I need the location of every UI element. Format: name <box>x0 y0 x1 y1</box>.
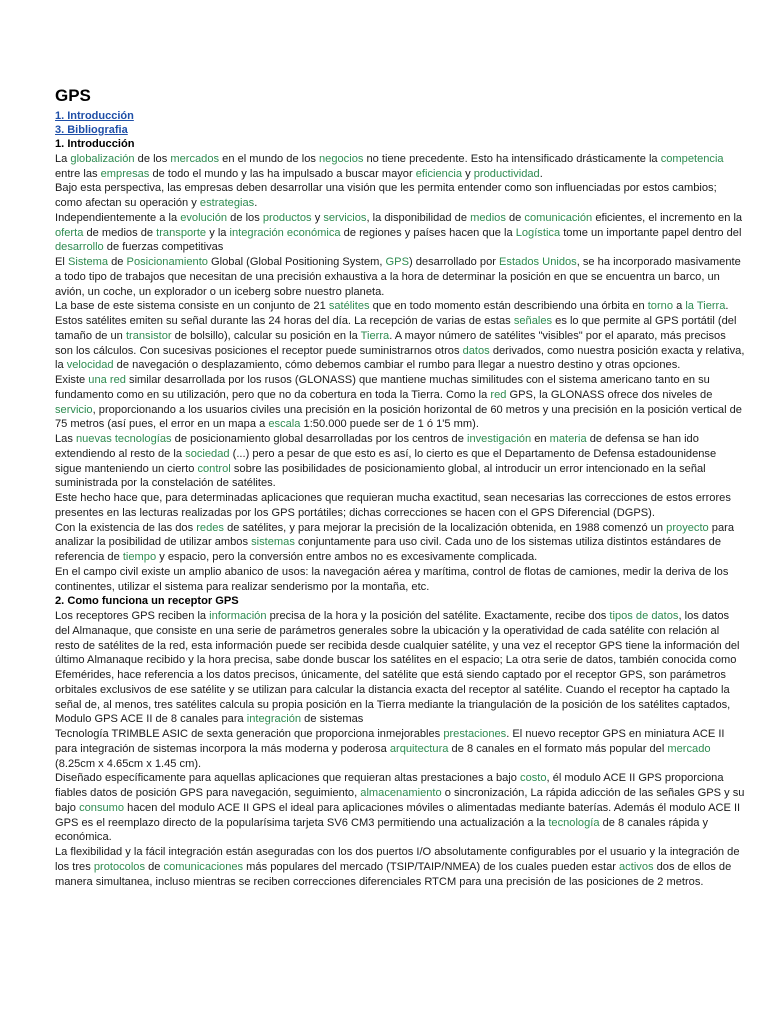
text-run: en el mundo de los <box>219 152 319 165</box>
text-run: de todo el mundo y las ha impulsado a buscar mayor <box>149 167 416 180</box>
inline-link[interactable]: oferta <box>55 226 84 239</box>
inline-link[interactable]: Estados Unidos <box>499 256 577 268</box>
text-run: y <box>311 211 324 224</box>
text-run: para analizar la posibilidad de utilizar ambos <box>55 521 735 549</box>
paragraph <box>55 255 745 299</box>
inline-link[interactable]: integración económica <box>229 226 341 239</box>
inline-link[interactable]: empresas <box>100 167 150 180</box>
inline-link[interactable]: la Tierra <box>685 300 726 313</box>
inline-link[interactable]: investigación <box>466 433 532 445</box>
inline-link[interactable]: Logística <box>515 226 561 239</box>
text-run: de los <box>134 152 171 165</box>
text-run: . Estos satélites emiten su señal durante las 24 horas del día. La recepción de varias de estas <box>55 300 729 327</box>
text-run: de bolsillo), calcular su posición en la <box>171 329 361 342</box>
text-run: de navegación o desplazamiento, cómo debemos cambiar el rumbo para llegar a nuestro destino y otras opciones. <box>113 359 681 372</box>
inline-link[interactable]: Sistema <box>67 256 109 268</box>
inline-link[interactable]: desarrollo <box>55 241 104 254</box>
text-run: hacen del modulo ACE II GPS el ideal para aplicaciones móviles o alimentadas mediante baterías. Además él modulo ACE II GPS es el reemplazo directo de la popularísima tarjeta SV6 CM3 permitiendo una actualización a la <box>55 801 741 829</box>
inline-link[interactable]: mercado <box>667 742 711 755</box>
text-run: 2. Como funciona un receptor GPS <box>55 595 239 608</box>
text-run: sobre las posibilidades de posicionamiento global, al introducir un error intencionado en la señal suministrada por la constelación de satélites. <box>55 462 706 490</box>
paragraph <box>55 491 745 521</box>
text-run: Bajo esta perspectiva, las empresas deben desarrollar una visión que les permita entender como son influenciadas por estos cambios; como afectan su operación y <box>55 182 717 209</box>
inline-link[interactable]: escala <box>268 418 301 431</box>
inline-link[interactable]: red <box>490 388 507 401</box>
text-run: La <box>55 152 71 165</box>
text-run: entre las <box>55 167 101 180</box>
inline-link[interactable]: tecnología <box>548 816 600 829</box>
inline-link[interactable]: nuevas tecnologías <box>75 433 172 445</box>
text-run: Este hecho hace que, para determinadas aplicaciones que requieran mucha exactitud, sean necesarias las correcciones de estos errores presentes en las lecturas realizadas por los GPS portátiles; dichas correcciones se hacen con el GPS Diferencial (DGPS). <box>55 492 731 519</box>
inline-link[interactable]: eficiencia <box>415 167 463 180</box>
paragraph <box>55 727 745 771</box>
text-run: Modulo GPS ACE II de 8 canales para <box>55 713 247 726</box>
text-run: eficientes, el incremento en la <box>592 211 743 224</box>
text-run: , proporcionando a los usuarios civiles una precisión en la posición horizontal de 60 metros y una precisión en la posición vertical de 75 metros (así pues, el error en un mapa a <box>55 403 742 431</box>
text-run: de <box>505 211 525 224</box>
text-run: de medios de <box>83 226 157 239</box>
page-title: GPS <box>55 86 91 105</box>
inline-link[interactable]: protocolos <box>93 860 146 873</box>
inline-link[interactable]: integración <box>246 713 302 726</box>
inline-link[interactable]: servicio <box>55 403 93 416</box>
text-run: Los receptores GPS reciben la <box>55 610 210 622</box>
inline-link[interactable]: satélites <box>328 300 370 313</box>
text-run: más populares del mercado (TSIP/TAIP/NMEA) de los cuales pueden estar <box>243 860 620 873</box>
inline-link[interactable]: negocios <box>319 152 364 165</box>
inline-link[interactable]: productos <box>262 211 312 224</box>
paragraph <box>55 181 745 211</box>
inline-link[interactable]: Tierra <box>360 329 390 342</box>
text-run: o sincronización, La rápida adicción de las señales GPS y su bajo <box>55 787 745 814</box>
text-run: similar desarrollada por los rusos (GLONASS) que mantiene muchas similitudes con el sistema americano tanto en su fundamento como en su utilización, pero que no da cobertura en toda la Tierra. Como la <box>55 374 710 401</box>
inline-link[interactable]: almacenamiento <box>360 787 442 799</box>
text-run: La flexibilidad y la fácil integración están aseguradas con los dos puertos I/O absolutamente configurables por el usuario y la integración de los tres <box>55 846 740 873</box>
inline-link[interactable]: competencia <box>660 152 724 165</box>
inline-link[interactable]: velocidad <box>66 359 114 372</box>
text-run: de 8 canales rápida y económica. <box>55 816 709 844</box>
text-run: y espacio, pero la conversión entre ambos no es excesivamente complicada. <box>156 551 538 563</box>
inline-link[interactable]: transporte <box>156 226 207 239</box>
text-run: Las <box>55 433 76 445</box>
text-run: de <box>145 860 164 873</box>
text-run: GPS, la GLONASS ofrece dos niveles de <box>506 388 713 401</box>
table-of-contents <box>55 109 745 137</box>
text-run: (8.25cm x 4.65cm x 1.45 cm). <box>55 757 202 770</box>
text-run: . A mayor número de satélites "visibles" por el aparato, más precisos son los cálculos. Con sucesivas posiciones el receptor puede suministrarnos otros <box>55 329 726 357</box>
paragraph <box>55 152 745 182</box>
paragraph <box>55 609 745 712</box>
paragraph <box>55 211 745 255</box>
section-heading <box>55 137 745 152</box>
inline-link[interactable]: activos <box>619 860 654 873</box>
toc-link-bibliografia[interactable]: 3. Bibliografia <box>55 124 128 136</box>
inline-link[interactable]: señales <box>513 315 553 327</box>
inline-link[interactable]: sociedad <box>185 447 230 460</box>
text-run: Existe <box>55 374 89 386</box>
text-run: es lo que permite al GPS portátil (del tamaño de un <box>55 315 737 342</box>
inline-link[interactable]: mercados <box>170 152 220 165</box>
text-run: , él modulo ACE II GPS proporciona fiables datos de posición GPS para navegación, seguimiento, <box>55 772 724 799</box>
text-run: precisa de la hora y la posición del satélite. Exactamente, recibe dos <box>266 610 610 622</box>
text-run: , se ha incorporado masivamente a todo tipo de trabajos que necesitan de una precisión exhaustiva a la hora de determinar la posición en que se encuentra un barco, un avión, un coche, un explorador o un iceberg sobre nuestro planeta. <box>55 256 741 298</box>
inline-link[interactable]: redes <box>196 521 224 534</box>
text-run: Independientemente a la <box>55 211 181 224</box>
text-run: de <box>108 256 127 268</box>
text-run: y <box>462 167 474 180</box>
text-run: de posicionamiento global desarrolladas por los centros de <box>171 433 467 445</box>
inline-link[interactable]: control <box>197 462 231 475</box>
inline-link[interactable]: sistemas <box>251 536 295 549</box>
paragraph <box>55 521 745 565</box>
text-run: . <box>254 197 258 209</box>
text-run: El <box>55 256 68 268</box>
text-run: Tecnología TRIMBLE ASIC de sexta generación que proporciona inmejorables <box>55 728 444 740</box>
text-run: ) desarrollado por <box>408 256 500 268</box>
text-run: Global (Global Positioning System, <box>207 256 386 268</box>
text-run: En el campo civil existe un amplio abanico de usos: la navegación aérea y marítima, control de flotas de camiones, medir la deriva de los continentes, utilizar el sistema para realizar senderismo por la montaña, etc. <box>55 565 729 593</box>
text-run: , la disponibilidad de <box>366 211 471 224</box>
text-run: Diseñado específicamente para aquellas aplicaciones que requieran altas prestaciones a bajo <box>55 772 521 785</box>
text-run: 1:50.000 puede ser de 1 ó 1'5 mm). <box>300 418 479 431</box>
text-run: (...) pero a pesar de que esto es así, lo cierto es que el Departamento de Defensa estadounidense sigue manteniendo un cierto <box>55 447 717 475</box>
inline-link[interactable]: evolución <box>180 211 228 224</box>
document <box>55 86 745 889</box>
inline-link[interactable]: transistor <box>125 329 172 342</box>
inline-link[interactable]: proyecto <box>666 521 709 534</box>
paragraph <box>55 432 745 491</box>
toc-link-introduccion[interactable]: 1. Introducción <box>55 110 134 122</box>
text-run: en <box>531 433 550 445</box>
inline-link[interactable]: materia <box>549 433 587 445</box>
text-run: conjuntamente para uso civil. Cada uno de los sistemas utiliza distintos estándares de referencia de <box>55 536 722 563</box>
paragraph <box>55 771 745 845</box>
inline-link[interactable]: estrategias <box>199 197 255 209</box>
text-run: que en todo momento están describiendo una órbita en <box>369 300 648 313</box>
inline-link[interactable]: globalización <box>70 152 135 165</box>
inline-link[interactable]: productividad <box>473 167 540 180</box>
inline-link[interactable]: medios <box>470 211 506 224</box>
text-run: de los <box>227 211 263 224</box>
section-heading <box>55 594 745 609</box>
text-run: a <box>673 300 686 313</box>
text-run: de fuerzas competitivas <box>103 241 224 254</box>
text-run: Con la existencia de las dos <box>55 521 197 534</box>
inline-link[interactable]: datos <box>462 344 490 357</box>
inline-link[interactable]: tiempo <box>122 551 157 563</box>
inline-link[interactable]: tipos de datos <box>609 610 679 622</box>
inline-link[interactable]: una red <box>88 374 126 386</box>
inline-link[interactable]: costo <box>520 772 547 785</box>
text-run: derivados, como nuestra posición exacta y relativa, la <box>55 344 745 372</box>
text-run: 1. Introducción <box>55 138 135 150</box>
paragraph <box>55 712 745 727</box>
text-run: de regiones y países hacen que la <box>340 226 516 239</box>
inline-link[interactable]: comunicaciones <box>163 860 244 873</box>
text-run: de 8 canales en el formato más popular del <box>448 742 668 755</box>
inline-link[interactable]: comunicación <box>524 211 593 224</box>
inline-link[interactable]: Posicionamiento <box>126 256 208 268</box>
text-run: de sistemas <box>301 713 364 726</box>
text-run: . <box>539 167 543 180</box>
text-run: no tiene precedente. Esto ha intensificado drásticamente la <box>363 152 661 165</box>
paragraph <box>55 299 745 373</box>
text-run: de satélites, y para mejorar la precisión de la localización obtenida, en 1988 comenzó un <box>223 521 667 534</box>
text-run: . El nuevo receptor GPS en miniatura ACE II para integración de sistemas incorpora la más moderna y poderosa <box>55 728 725 755</box>
text-run: , los datos del Almanaque, que consiste en una serie de parámetros generales sobre la ubicación y la operatividad de cada satélite con relación al resto de satélites de la red, esta información puede ser recibida desde cualquier satélite, y una vez el receptor GPS tiene la información del último Almanaque recibido y la hora precisa, sabe donde buscar los satélites en el espacio; La otra serie de datos, también conocida como Efemérides, hace referencia a los datos precisos, únicamente, del satélite que está siendo captado por el receptor GPS, son parámetros orbitales exclusivos de ese satélite y se utilizan para calcular la distancia exacta del receptor al satélite. Cuando el receptor ha captado la señal de, al menos, tres satélites calcula su propia posición en la Tierra mediante la triangulación de la posición de los satélites captados, <box>55 610 740 711</box>
text-run: dos de ellos de manera simultanea, incluso mientras se reciben correcciones diferenciales RTCM para una precisión de las posiciones de 2 metros. <box>55 860 732 888</box>
inline-link[interactable]: consumo <box>79 801 125 814</box>
paragraph <box>55 565 745 595</box>
article-body <box>55 137 745 889</box>
paragraph <box>55 373 745 432</box>
inline-link[interactable]: arquitectura <box>389 742 449 755</box>
text-run: de defensa se han ido extendiendo al resto de la <box>55 433 699 460</box>
text-run: tome un importante papel dentro del <box>560 226 742 239</box>
inline-link[interactable]: torno <box>647 300 673 313</box>
inline-link[interactable]: información <box>209 610 267 622</box>
text-run: y la <box>206 226 230 239</box>
inline-link[interactable]: servicios <box>323 211 367 224</box>
paragraph <box>55 845 745 889</box>
text-run: La base de este sistema consiste en un conjunto de 21 <box>55 300 329 313</box>
inline-link[interactable]: prestaciones <box>443 728 507 740</box>
inline-link[interactable]: GPS <box>385 256 409 268</box>
